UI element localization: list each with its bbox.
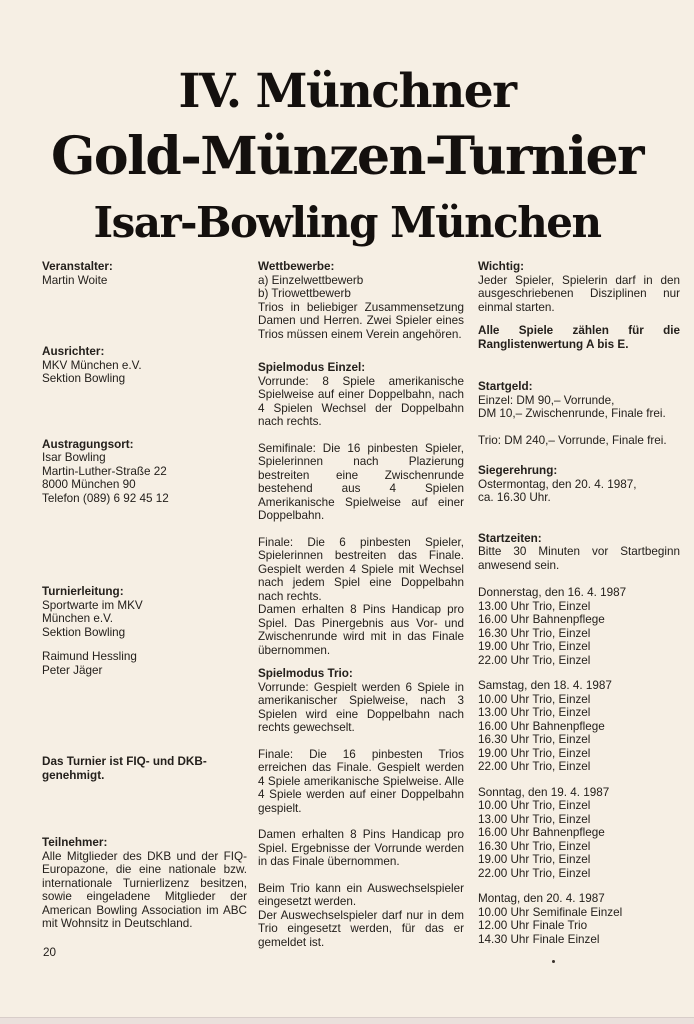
ranglistenwertung-note: Alle Spiele zählen für die Ranglistenwertung A bis E. — [478, 324, 680, 351]
section-spielmodus-einzel — [258, 361, 464, 657]
page-title — [0, 64, 694, 247]
schedule-time: 19.00 Uhr Trio, Einzel — [478, 746, 591, 760]
title-line-3: Isar-Bowling München — [93, 198, 601, 247]
spielmodus-einzel-heading: Spielmodus Einzel: — [258, 361, 366, 374]
spielmodus-trio-heading: Spielmodus Trio: — [258, 667, 353, 680]
schedule-time: 12.00 Uhr Finale Trio — [478, 919, 588, 932]
genehmigung-text: Das Turnier ist FIQ- und DKB-genehmigt. — [42, 755, 207, 782]
section-startzeiten — [478, 532, 680, 573]
turnierleitung-line: München e.V. — [42, 612, 114, 625]
einzel-finale: Finale: Die 6 pinbesten Spieler, Spielerinnen bestreiten das Finale. Gespielt werden 4 Spiele mit Wechsel nach jedem Spiel eine Doppelbahn nach rechts. — [258, 535, 464, 603]
trio-damen-handicap: Damen erhalten 8 Pins Handicap pro Spiel. Ergebnisse der Vorrunde werden in das Finale übernommen. — [258, 828, 464, 868]
schedule-time: 16.00 Uhr Bahnenpflege — [478, 719, 605, 733]
siegerehrung-line: ca. 16.30 Uhr. — [478, 491, 551, 504]
schedule-day: Montag, den 20. 4. 1987 — [478, 892, 605, 905]
column-right — [478, 260, 680, 946]
schedule-time: 22.00 Uhr Trio, Einzel — [478, 760, 591, 773]
einzel-damen-handicap: Damen erhalten 8 Pins Handicap pro Spiel. Das Pinergebnis aus Vor- und Zwischenrunde wird mit in das Finale übernommen. — [258, 603, 464, 657]
scan-speck — [552, 960, 555, 963]
schedule-day: Sonntag, den 19. 4. 1987 — [478, 785, 610, 799]
schedule-time: 10.00 Uhr Semifinale Einzel — [478, 905, 623, 919]
schedule-time: 13.00 Uhr Trio, Einzel — [478, 706, 591, 719]
schedule-day-group — [478, 892, 680, 946]
schedule-time: 19.00 Uhr Trio, Einzel — [478, 640, 591, 653]
section-teilnehmer — [42, 836, 247, 931]
schedule-day-group — [478, 786, 680, 881]
austragungsort-line: 8000 München 90 — [42, 478, 136, 491]
einzel-semifinale: Semifinale: Die 16 pinbesten Spieler, Spielerinnen nach Plazierung bestreiten eine Zwischenrunde bestehend aus 4 Spielen Amerikanische Spielweise auf einer Doppelbahn. — [258, 441, 464, 522]
turnierleitung-line: Sportwarte im MKV — [42, 598, 143, 612]
schedule-time: 13.00 Uhr Trio, Einzel — [478, 599, 591, 613]
turnierleitung-name: Raimund Hessling — [42, 650, 137, 663]
schedule-day-group — [478, 679, 680, 774]
schedule-time: 10.00 Uhr Trio, Einzel — [478, 692, 591, 706]
page-number: 20 — [43, 946, 57, 959]
title-line-1: IV. Münchner — [178, 64, 516, 119]
teilnehmer-text: Alle Mitglieder des DKB und der FIQ-Europazone, die eine nationale bzw. internationale Turnierlizenz besitzen, sowie eingeladene Mitglieder der American Bowling Association im ABC mit Wohnsitz in Deutschland. — [42, 849, 247, 930]
wichtig-heading: Wichtig: — [478, 260, 524, 273]
trio-auswechsel-1: Beim Trio kann ein Auswechselspieler eingesetzt werden. — [258, 881, 464, 908]
austragungsort-heading: Austragungsort: — [42, 437, 134, 451]
turnierleitung-name: Peter Jäger — [42, 663, 103, 677]
section-genehmigung — [42, 755, 247, 782]
column-left — [42, 260, 247, 931]
schedule-time: 19.00 Uhr Trio, Einzel — [478, 853, 591, 866]
startgeld-einzel-line: DM 10,– Zwischenrunde, Finale frei. — [478, 407, 666, 420]
schedule-time: 22.00 Uhr Trio, Einzel — [478, 653, 591, 667]
schedule-time: 16.30 Uhr Trio, Einzel — [478, 733, 591, 746]
page-bottom-edge — [0, 1017, 694, 1024]
veranstalter-name: Martin Woite — [42, 273, 108, 287]
title-line-2: Gold-Münzen-Turnier — [50, 126, 644, 187]
wettbewerbe-item-b: b) Triowettbewerb — [258, 287, 351, 300]
schedule-day: Donnerstag, den 16. 4. 1987 — [478, 586, 627, 599]
schedule-time: 16.30 Uhr Trio, Einzel — [478, 626, 591, 640]
section-wichtig — [478, 260, 680, 314]
startzeiten-heading: Startzeiten: — [478, 531, 542, 545]
turnierleitung-line: Sektion Bowling — [42, 625, 126, 639]
schedule-time: 16.00 Uhr Bahnenpflege — [478, 826, 605, 839]
austragungsort-phone: Telefon (089) 6 92 45 12 — [42, 491, 169, 505]
siegerehrung-heading: Siegerehrung: — [478, 464, 558, 477]
section-turnierleitung — [42, 585, 247, 677]
schedule-day: Samstag, den 18. 4. 1987 — [478, 679, 612, 692]
schedule-day-group — [478, 586, 680, 667]
startgeld-trio-line: Trio: DM 240,– Vorrunde, Finale frei. — [478, 433, 667, 447]
schedule-time: 16.00 Uhr Bahnenpflege — [478, 613, 605, 626]
trio-vorrunde: Vorrunde: Gespielt werden 6 Spiele in amerikanischer Spielweise, nach 3 Spielen wird eine Doppelbahn nach rechts gewechselt. — [258, 680, 464, 734]
ausrichter-line: MKV München e.V. — [42, 358, 142, 372]
section-spielmodus-trio — [258, 667, 464, 949]
startgeld-heading: Startgeld: — [478, 380, 533, 393]
siegerehrung-line: Ostermontag, den 20. 4. 1987, — [478, 477, 637, 491]
schedule-time: 10.00 Uhr Trio, Einzel — [478, 799, 591, 812]
wettbewerbe-heading: Wettbewerbe: — [258, 260, 335, 273]
startzeiten-note: Bitte 30 Minuten vor Startbeginn anwesend sein. — [478, 545, 680, 572]
section-veranstalter — [42, 260, 247, 287]
austragungsort-line: Martin-Luther-Straße 22 — [42, 464, 167, 478]
schedule-time: 22.00 Uhr Trio, Einzel — [478, 866, 591, 880]
section-wettbewerbe — [258, 260, 464, 341]
ausrichter-line: Sektion Bowling — [42, 372, 126, 385]
column-middle — [258, 260, 464, 949]
wichtig-text: Jeder Spieler, Spielerin darf in den ausgeschriebenen Disziplinen nur einmal starten. — [478, 273, 680, 314]
trio-finale: Finale: Die 16 pinbesten Trios erreichen das Finale. Gespielt werden 4 Spiele amerikanische Spielweise. Alle 4 Spiele werden auf einer Doppelbahn gespielt. — [258, 747, 464, 815]
wettbewerbe-note: Trios in beliebiger Zusammensetzung Damen und Herren. Zwei Spieler eines Trios müssen einem Verein angehören. — [258, 300, 464, 341]
austragungsort-line: Isar Bowling — [42, 451, 106, 464]
section-startgeld — [478, 380, 680, 447]
section-siegerehrung — [478, 464, 680, 505]
schedule-time: 14.30 Uhr Finale Einzel — [478, 932, 600, 946]
schedule-time: 13.00 Uhr Trio, Einzel — [478, 812, 591, 826]
wettbewerbe-item-a: a) Einzelwettbewerb — [258, 273, 364, 287]
turnierleitung-heading: Turnierleitung: — [42, 585, 124, 598]
trio-auswechsel-2: Der Auswechselspieler darf nur in dem Trio eingesetzt werden, für das er gemeldet ist. — [258, 908, 464, 949]
veranstalter-heading: Veranstalter: — [42, 260, 113, 273]
einzel-vorrunde: Vorrunde: 8 Spiele amerikanische Spielweise auf einer Doppelbahn, nach 4 Spielen Wechsel der Doppelbahn nach rechts. — [258, 374, 464, 428]
schedule-time: 16.30 Uhr Trio, Einzel — [478, 839, 591, 853]
ausrichter-heading: Ausrichter: — [42, 345, 105, 358]
startgeld-einzel-line: Einzel: DM 90,– Vorrunde, — [478, 393, 615, 407]
section-ausrichter — [42, 345, 247, 386]
section-austragungsort — [42, 438, 247, 506]
teilnehmer-heading: Teilnehmer: — [42, 836, 108, 849]
